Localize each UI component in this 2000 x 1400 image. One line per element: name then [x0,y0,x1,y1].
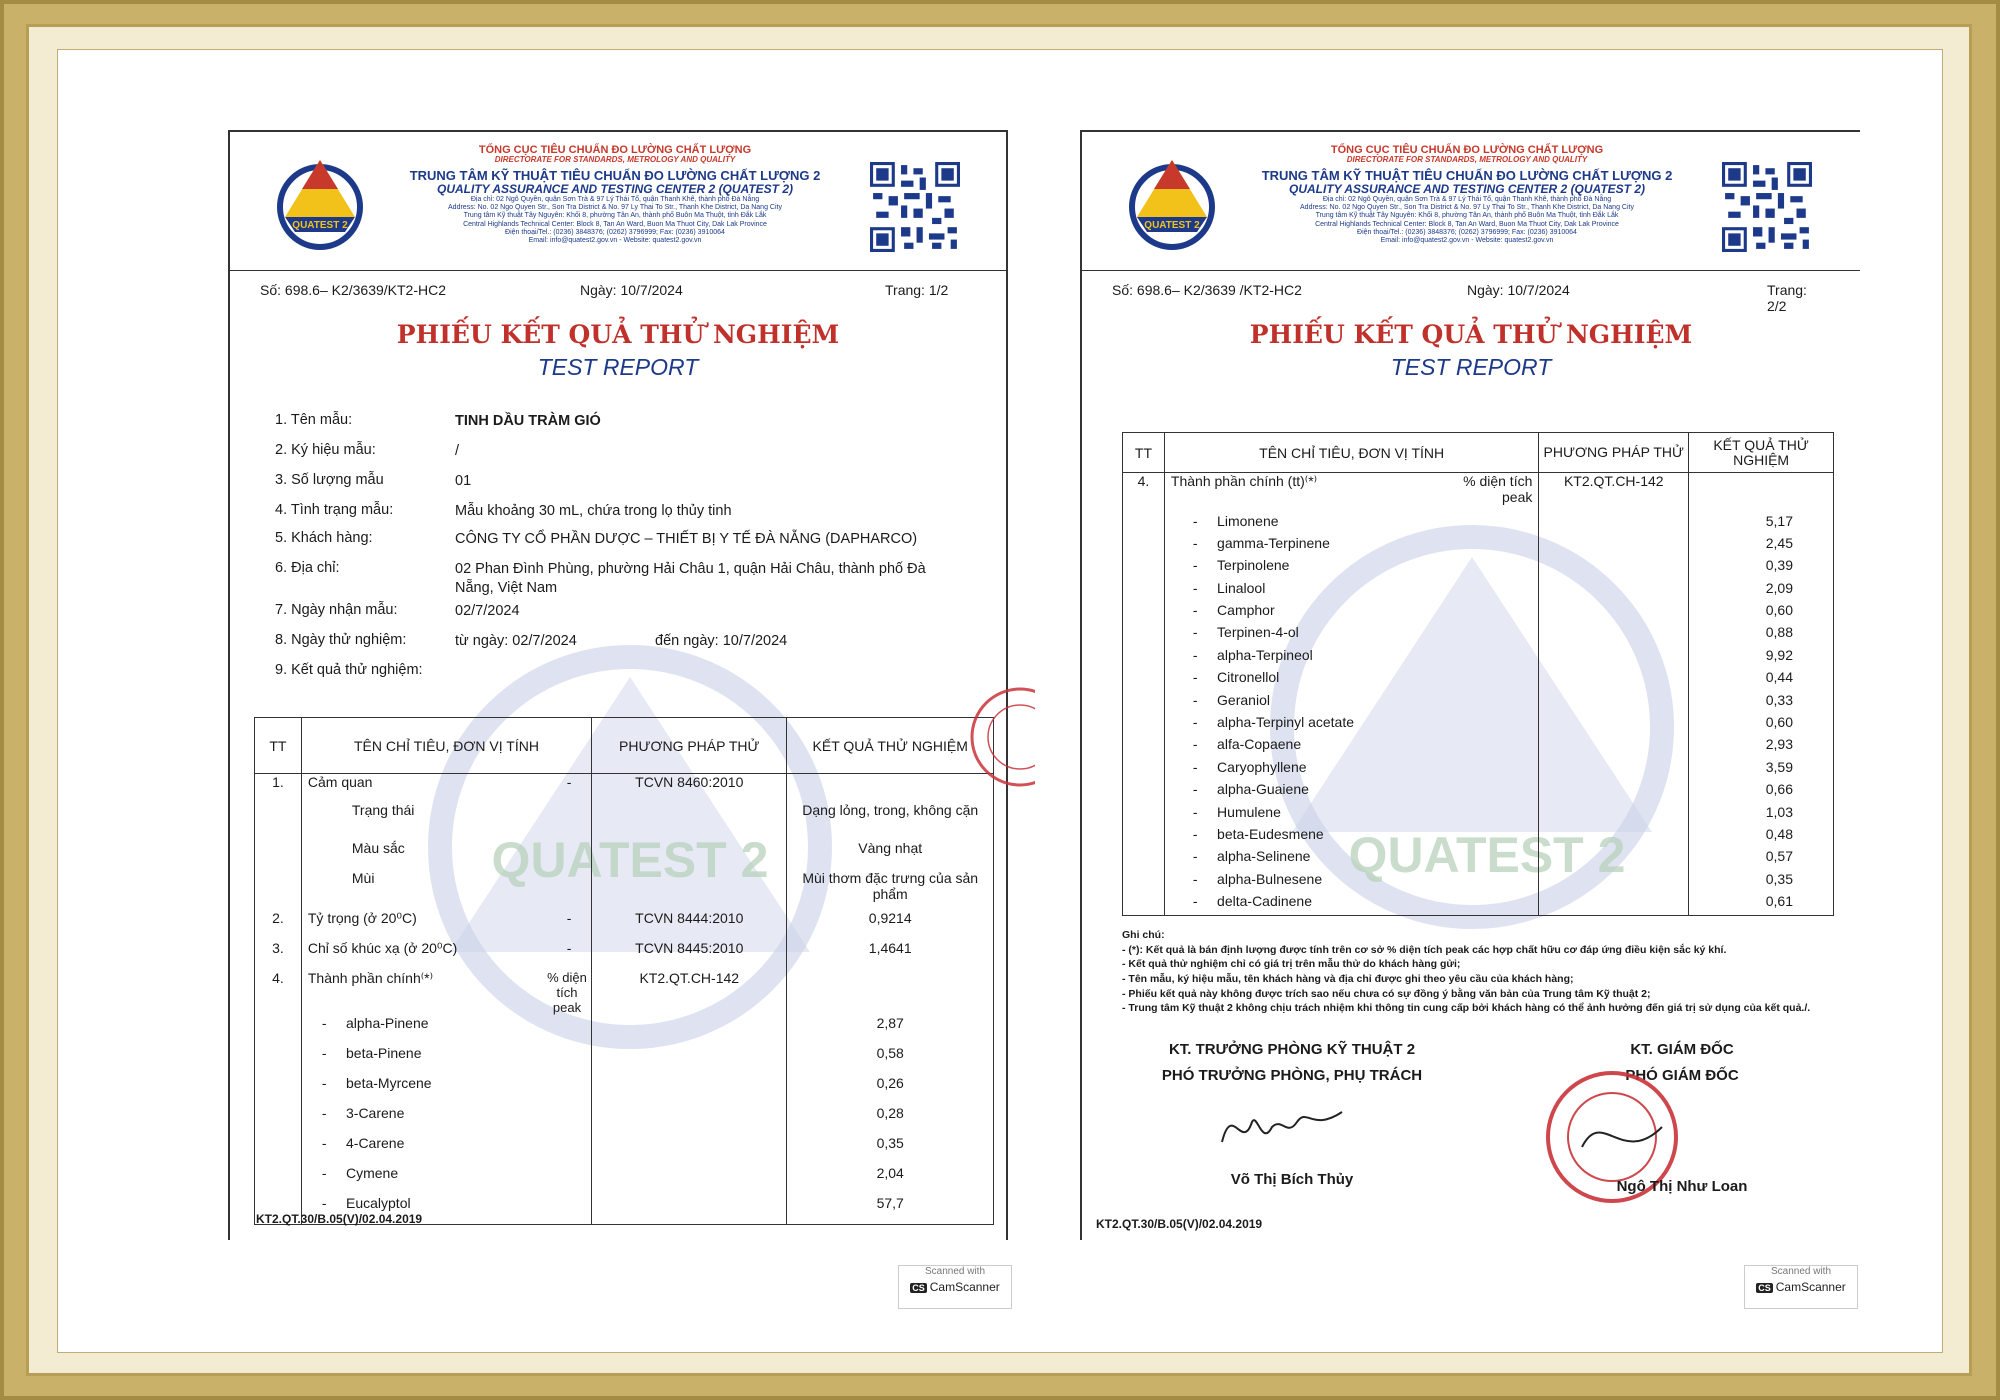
camscanner-badge: Scanned with CS CamScanner [898,1265,1012,1309]
table-row: - 4-Carene 0,35 [255,1135,994,1165]
logo-text: QUATEST 2 [292,220,348,231]
document-number: Số: 698.6– K2/3639/KT2-HC2 [260,282,447,298]
report-page-2 [1080,130,1860,1240]
signer-title: KT. GIÁM ĐỐC [1630,1041,1734,1058]
table-row: - Limonene 5,17 [1123,513,1834,535]
camscanner-icon: CS [912,1283,925,1293]
note-line: - Trung tâm Kỹ thuật 2 không chịu trách nhiệm khi thông tin cung cấp bởi khách hàng có thể ảnh hưởng đến giá trị sử dụng của kết quả./. [1122,1002,1811,1015]
signer-role: PHÓ GIÁM ĐỐC [1625,1066,1739,1084]
table-row: - alpha-Terpineol 9,92 [1123,647,1834,669]
letterhead [1082,132,1860,262]
table-row: - Eucalyptol 57,7 [255,1195,994,1225]
table-row: - Humulene 1,03 [1123,804,1834,826]
quatest-logo-icon [1122,152,1222,252]
col-header-tt: TT [1123,433,1165,473]
org-address-2: Address: No. 02 Ngo Quyen Str., Son Tra District & No. 97 Ly Thai To Str., Thanh Khe District, Da Nang City [1300,204,1634,212]
table-row: - alpha-Bulnesene 0,35 [1123,871,1834,893]
page-number: Trang: 1/2 [885,282,949,298]
header-divider [230,270,1006,271]
watermark-text: QUATEST 2 [491,832,769,888]
org-address-3: Trung tâm Kỹ thuật Tây Nguyên: Khối 8, phường Tân An, thành phố Buôn Ma Thuột, tỉnh Đắk Lắk [1315,212,1619,220]
signature-block-left [1122,1037,1462,1088]
table-row: - Terpinolene 0,39 [1123,557,1834,579]
results-table-2 [1122,432,1834,916]
col-header-result: KẾT QUẢ THỬ NGHIỆM [1689,433,1834,473]
title-english: TEST REPORT [1390,354,1552,380]
table-row: Trạng thái Dạng lỏng, trong, không cặn [255,802,994,840]
table-row: - Geraniol 0,33 [1123,692,1834,714]
table-row: - beta-Pinene 0,58 [255,1045,994,1075]
watermark-text: QUATEST 2 [1348,827,1626,883]
org-phone: Điện thoại/Tel.: (0236) 3848376; (0262) 3796999; Fax: (0236) 3910064 [1357,228,1577,236]
table-row: - alpha-Guaiene 0,66 [1123,781,1834,803]
table-row: - Caryophyllene 3,59 [1123,759,1834,781]
table-row: - Cymene 2,04 [255,1165,994,1195]
table-row: - 3-Carene 0,28 [255,1105,994,1135]
qr-code-icon [1722,162,1812,252]
camscanner-icon: CS [1758,1283,1771,1293]
col-header-tt: TT [255,718,302,774]
table-row: - Terpinen-4-ol 0,88 [1123,624,1834,646]
table-row: 2. Tỷ trọng (ở 20⁰C) - TCVN 8444:2010 0,9214 [255,910,994,940]
org-address-1: Địa chỉ: 02 Ngô Quyền, quận Sơn Trà & 97 Lý Thái Tổ, quận Thanh Khê, thành phố Đà Nẵng [470,196,760,204]
title-vietnamese: PHIẾU KẾT QUẢ THỬ NGHIỆM [1249,320,1693,349]
col-header-name: TÊN CHỈ TIÊU, ĐƠN VỊ TÍNH [301,718,591,774]
col-header-result: KẾT QUẢ THỬ NGHIỆM [787,718,994,774]
col-header-method: PHƯƠNG PHÁP THỬ [592,718,787,774]
header-divider [1082,270,1860,271]
table-row: 1. Cảm quan - TCVN 8460:2010 [255,774,994,802]
org-address-1: Địa chỉ: 02 Ngô Quyền, quận Sơn Trà & 97 Lý Thái Tổ, quận Thanh Khê, thành phố Đà Nẵng [1322,196,1612,204]
frame-mat [26,24,1972,1376]
table-row: - Camphor 0,60 [1123,602,1834,624]
table-row: 4. Thành phần chính⁽*⁾ % diện tích peak KT2.QT.CH-142 [255,970,994,1015]
org-line-1: TỔNG CỤC TIÊU CHUẨN ĐO LƯỜNG CHẤT LƯỢNG [1330,144,1604,156]
report-page-1: QUATEST 2 TỔNG CỤC TIÊU CHUẨN ĐO LƯỜNG CHẤT LƯỢNG DIRECTORATE FOR STANDARDS, METROLOGY AND QUALITY TRUNG TÂM KỸ THUẬT TIÊU CHUẨN ĐO LƯỜNG CHẤT LƯỢNG 2 QUALITY ASSURANCE AND TESTING CENTER 2 (QUATEST 2) Địa chỉ: 02 Ngô Quyền, quận Sơn Trà & 97 Lý Thái Tổ, quận Thanh Khê, thành phố Đà Nẵng Address: No. 02 Ngo Quyen Str., Son Tra District & No. 97 Ly Thai To Str., Thanh Khe District, Da Nang City Trung tâm Kỹ thuật Tây Nguyên: Khối 8, phường Tân An, thành phố Buôn Ma Thuột, tỉnh Đắk Lắk Central Highlands Technical Center: Block 8, Tan An Ward, Buon Ma Thuot City, Dak Lak Province Điện thoại/Tel.: (0236) 3848376; (0262) 3796999; Fax: (0236) 3910064 Email: info@quatest2.gov.vn - Website: quatest2.gov.vn Số: 698.6– K2/3639/KT2-HC2 Ngày: 10/7/2024 Trang: 1/2 PHIẾU KẾT QUẢ THỬ NGHIỆM TEST REPORT QUATEST 2 1. Tên mẫu: TINH DẦU TRÀM GIÓ 2. Ký hiệu mẫu: / 3. Số lượng mẫu 01 4. Tình trạng mẫu: Mẫu khoảng 30 mL, chứa trong lọ thủy tinh 5. Khách hàng: CÔNG TY CỔ PHẦN DƯỢC – THIẾT BỊ Y TẾ ĐÀ NẴNG (DAPHARCO) 6. Địa chỉ: 02 Phan Đình Phùng, phường Hải Châu 1, quận Hải Châu, thành phố Đà Nẵng, Việt Nam 7. Ngày nhận mẫu: 02/7/2024 8. Ngày thử nghiệm: từ ngày: 02/7/2024 đến ngày: 10/7/2024 9. Kết quả thử nghiệm: TT TÊN CHỈ TIÊU, ĐƠN VỊ TÍNH PHƯƠNG PHÁP THỬ KẾT QUẢ THỬ NGHIỆM 1. Cảm quan - TCVN 8460:2010 Trạng thái Dạng lỏng, trong, không cặn Màu sắc Vàng nhạt Mùi Mùi thơm đặc trưng của sản phẩm 2. Tỷ trọng (ở 20⁰C) - TCVN 8444:2010 0,9214 3. Chỉ số khúc xạ (ở 20⁰C) - TCVN 8445:2010 1,4641 4. Thành phần chính⁽*⁾ % diện tích peak KT2.QT.CH-142 - alpha-Pinene 2,87 - beta-Pinene 0,58 - beta-Myrcene 0,26 - 3-Carene 0,28 - 4-Carene 0,35 - Cymene 2,04 - Eucalyptol 57,7 KT2.QT.30/B.05(V)/02.04.2019 [228,130,1008,1240]
form-code: KT2.QT.30/B.05(V)/02.04.2019 [256,1212,423,1226]
note-line: - Kết quả thử nghiệm chỉ có giá trị trên mẫu thử do khách hàng gửi; [1122,958,1461,971]
test-end-date: đến ngày: 10/7/2024 [655,633,788,649]
notes-block [1122,928,1842,1016]
org-line-4: QUALITY ASSURANCE AND TESTING CENTER 2 (QUATEST 2) [1288,182,1646,197]
org-line-2: DIRECTORATE FOR STANDARDS, METROLOGY AND QUALITY [494,155,736,165]
note-line: - Phiếu kết quả này không được trích sao nếu chưa có sự đồng ý bằng văn bản của Trung tâm Kỹ thuật 2; [1122,987,1651,1000]
stamp-icon [965,682,1035,792]
col-header-method: PHƯƠNG PHÁP THỬ [1539,433,1689,473]
qr-code-icon [870,162,960,252]
table-row: - delta-Cadinene 0,61 [1123,893,1834,915]
table-row: - Citronellol 0,44 [1123,669,1834,691]
table-row: - beta-Myrcene 0,26 [255,1075,994,1105]
title-vietnamese: PHIẾU KẾT QUẢ THỬ NGHIỆM [396,320,840,349]
table-row: Màu sắc Vàng nhạt [255,840,994,870]
org-address-2: Address: No. 02 Ngo Quyen Str., Son Tra District & No. 97 Ly Thai To Str., Thanh Khe District, Da Nang City [448,204,782,212]
table-row: - Linalool 2,09 [1123,580,1834,602]
letterhead [230,132,1006,262]
quatest-logo-icon [270,152,370,252]
note-line: - Tên mẫu, ký hiệu mẫu, tên khách hàng và địa chỉ được ghi theo yêu cầu của khách hàng; [1122,973,1574,986]
org-phone: Điện thoại/Tel.: (0236) 3848376; (0262) 3796999; Fax: (0236) 3910064 [505,228,725,236]
organization-block [1232,144,1702,245]
org-line-1: TỔNG CỤC TIÊU CHUẨN ĐO LƯỜNG CHẤT LƯỢNG [478,144,752,156]
document-date: Ngày: 10/7/2024 [1467,282,1570,298]
signer-title: KT. TRƯỞNG PHÒNG KỸ THUẬT 2 [1168,1041,1416,1058]
table-row: 4. Thành phần chính (tt)⁽*⁾ % diện tích peak KT2.QT.CH-142 [1123,473,1834,513]
page-number: Trang: 2/2 [1767,282,1807,314]
signature-icon [1212,1092,1352,1162]
results-table-1 [254,717,994,1225]
org-line-3: TRUNG TÂM KỸ THUẬT TIÊU CHUẨN ĐO LƯỜNG CHẤT LƯỢNG 2 [409,167,821,183]
table-row: - alpha-Terpinyl acetate 0,60 [1123,714,1834,736]
document-date: Ngày: 10/7/2024 [580,282,683,298]
org-address-4: Central Highlands Technical Center: Block 8, Tan An Ward, Buon Ma Thuot City, Dak Lak Province [463,220,767,228]
org-address-4: Central Highlands Technical Center: Block 8, Tan An Ward, Buon Ma Thuot City, Dak Lak Province [1315,220,1619,228]
logo-text: QUATEST 2 [1144,220,1200,231]
signer-name-right: Ngô Thị Như Loan [1616,1178,1748,1195]
table-row: - alpha-Selinene 0,57 [1123,848,1834,870]
table-row: - alfa-Copaene 2,93 [1123,736,1834,758]
org-line-3: TRUNG TÂM KỸ THUẬT TIÊU CHUẨN ĐO LƯỜNG CHẤT LƯỢNG 2 [1261,167,1673,183]
signer-role: PHÓ TRƯỞNG PHÒNG, PHỤ TRÁCH [1161,1066,1423,1084]
title-english: TEST REPORT [537,354,699,380]
table-row: - alpha-Pinene 2,87 [255,1015,994,1045]
document-number: Số: 698.6– K2/3639 /KT2-HC2 [1112,282,1302,298]
notes-title: Ghi chú: [1122,929,1165,941]
note-line: - (*): Kết quả là bán định lượng được tính trên cơ sở % diện tích peak các hợp chất hữu cơ đáp ứng điều kiện sắc ký khí. [1122,943,1727,956]
camscanner-badge: Scanned with CS CamScanner [1744,1265,1858,1309]
form-code: KT2.QT.30/B.05(V)/02.04.2019 [1096,1217,1263,1231]
org-line-4: QUALITY ASSURANCE AND TESTING CENTER 2 (QUATEST 2) [436,182,794,197]
document-canvas [57,49,1943,1353]
table-row: - beta-Eudesmene 0,48 [1123,826,1834,848]
org-email: Email: info@quatest2.gov.vn - Website: quatest2.gov.vn [528,236,702,244]
table-row: 3. Chỉ số khúc xạ (ở 20⁰C) - TCVN 8445:2010 1,4641 [255,940,994,970]
org-email: Email: info@quatest2.gov.vn - Website: quatest2.gov.vn [1380,236,1554,244]
org-line-2: DIRECTORATE FOR STANDARDS, METROLOGY AND QUALITY [1346,155,1588,165]
table-row: - gamma-Terpinene 2,45 [1123,535,1834,557]
org-address-3: Trung tâm Kỹ thuật Tây Nguyên: Khối 8, phường Tân An, thành phố Buôn Ma Thuột, tỉnh Đắk Lắk [463,212,767,220]
signer-name-left: Võ Thị Bích Thủy [1230,1171,1354,1188]
table-row: Mùi Mùi thơm đặc trưng của sản phẩm [255,870,994,910]
organization-block [380,144,850,245]
col-header-name: TÊN CHỈ TIÊU, ĐƠN VỊ TÍNH [1164,433,1538,473]
